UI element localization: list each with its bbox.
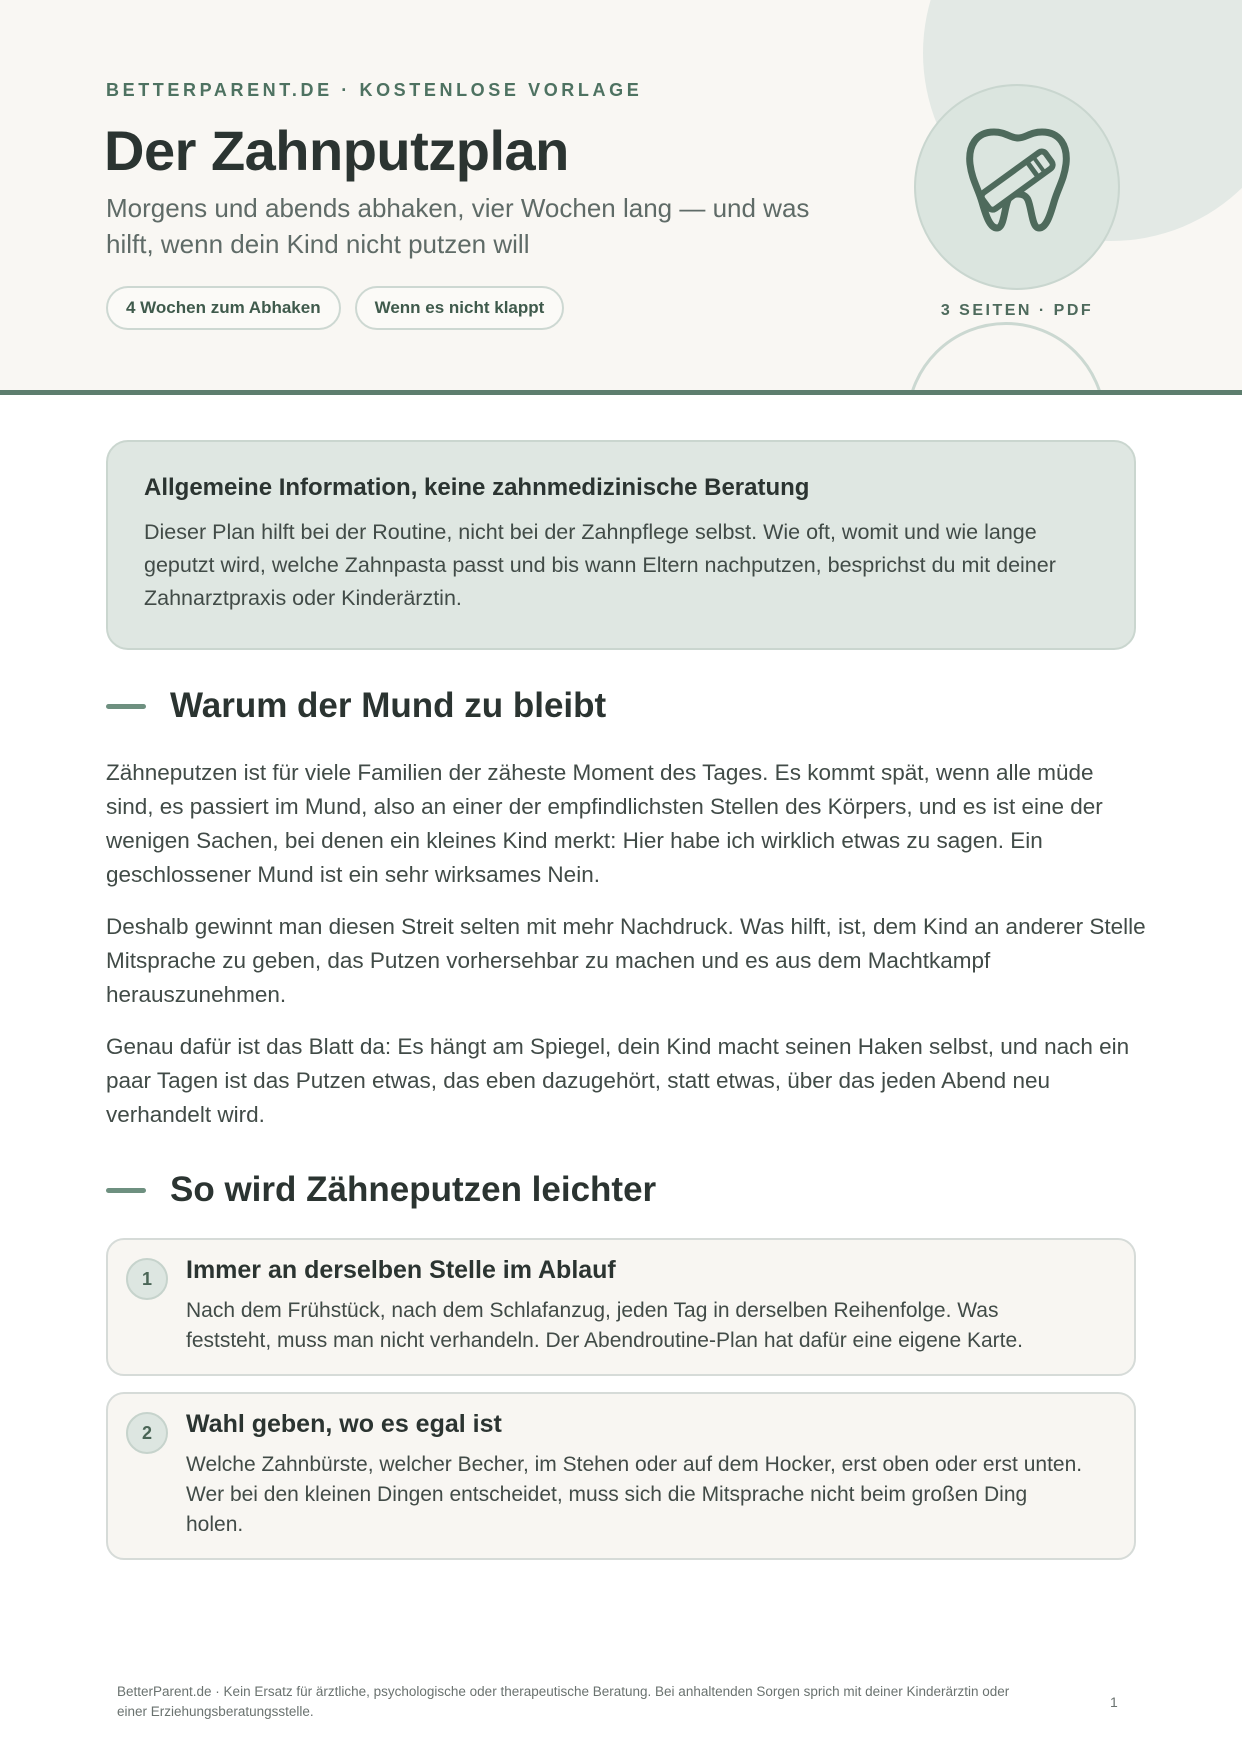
section-body-why	[106, 756, 1146, 1150]
step-title: Wahl geben, wo es egal ist	[186, 1410, 502, 1438]
page-header	[0, 0, 1242, 395]
tip-card	[106, 1238, 1136, 1376]
info-text: Dieser Plan hilft bei der Routine, nicht bei der Zahnpflege selbst. Wie oft, womit und wie lange geputzt wird, welche Zahnpasta passt und bis wann Eltern nachputzen, besprichst du mit deiner Zahnarztpraxis oder Kinderärztin.	[144, 520, 1056, 610]
footer-disclaimer: BetterParent.de · Kein Ersatz für ärztliche, psychologische oder therapeutische Beratung. Bei anhaltenden Sorgen sprich mit deiner Kinderärztin oder einer Erziehungsberatungsstelle.	[117, 1684, 1010, 1719]
paragraph: Genau dafür ist das Blatt da: Es hängt am Spiegel, dein Kind macht seinen Haken selbst, und nach ein paar Tagen ist das Putzen etwas, das eben dazugehört, statt etwas, über das jeden Abend neu verhandelt wird.	[106, 1034, 1130, 1127]
meta-label: 3 SEITEN · PDF	[940, 302, 1094, 319]
page-title: Der Zahnputzplan	[104, 119, 569, 182]
tip-card	[106, 1392, 1136, 1560]
tooth-badge	[914, 84, 1120, 290]
info-callout	[106, 440, 1136, 650]
tag-weeks: 4 Wochen zum Abhaken	[106, 286, 341, 330]
paragraph: Zähneputzen ist für viele Familien der zäheste Moment des Tages. Es kommt spät, wenn alle müde sind, es passiert im Mund, also an einer der empfindlichsten Stellen des Körpers, und es ist eine der wenigen Sachen, bei denen ein kleines Kind merkt: Hier habe ich wirklich etwas zu sagen. Ein geschlossener Mund ist ein sehr wirksames Nein.	[106, 760, 1103, 887]
heading-dash	[106, 1188, 146, 1193]
brand-label: BETTERPARENT.DE · KOSTENLOSE VORLAGE	[106, 80, 643, 100]
paragraph: Deshalb gewinnt man diesen Streit selten mit mehr Nachdruck. Was hilft, ist, dem Kind an anderer Stelle Mitsprache zu geben, das Putzen vorhersehbar zu machen und es aus dem Machtkampf herauszunehmen.	[106, 914, 1146, 1007]
page-subtitle: Morgens und abends abhaken, vier Wochen lang — und was hilft, wenn dein Kind nicht putzen will	[106, 193, 810, 259]
decorative-arc	[906, 322, 1106, 395]
tooth-icon	[964, 124, 1072, 234]
heading-dash	[106, 704, 146, 709]
step-text: Nach dem Frühstück, nach dem Schlafanzug, jeden Tag in derselben Reihenfolge. Was feststeht, muss man nicht verhandeln. Der Abendroutine-Plan hat dafür eine eigene Karte.	[186, 1299, 1024, 1352]
page-number: 1	[1110, 1694, 1118, 1710]
section-title: So wird Zähneputzen leichter	[170, 1170, 657, 1209]
tag-troubleshooting: Wenn es nicht klappt	[355, 286, 565, 330]
step-number: 1	[126, 1258, 168, 1300]
step-number: 2	[126, 1412, 168, 1454]
info-title: Allgemeine Information, keine zahnmedizinische Beratung	[144, 474, 810, 501]
step-title: Immer an derselben Stelle im Ablauf	[186, 1256, 616, 1284]
section-title: Warum der Mund zu bleibt	[170, 686, 607, 725]
section-heading-why	[106, 686, 606, 726]
tag-list	[106, 286, 564, 330]
section-heading-tips	[106, 1170, 656, 1210]
step-text: Welche Zahnbürste, welcher Becher, im Stehen oder auf dem Hocker, erst oben oder erst unten. Wer bei den kleinen Dingen entscheidet, muss sich die Mitsprache nicht beim großen Ding holen.	[186, 1453, 1083, 1536]
